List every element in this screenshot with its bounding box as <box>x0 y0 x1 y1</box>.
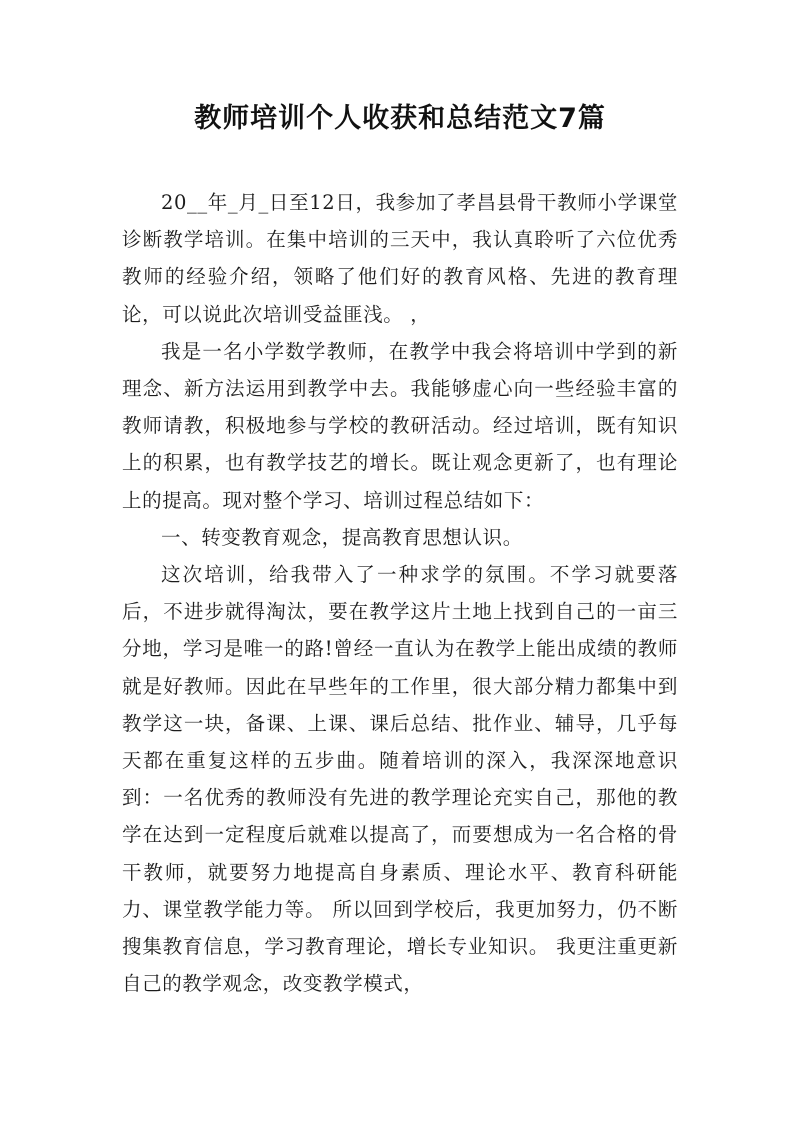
document-body <box>122 184 678 1002</box>
paragraph: 我是一名小学数学教师，在教学中我会将培训中学到的新理念、新方法运用到教学中去。我能够虚心向一些经验丰富的教师请教，积极地参与学校的教研活动。经过培训，既有知识上的积累，也有教学技艺的增长。既让观念更新了，也有理论上的提高。现对整个学习、培训过程总结如下： <box>122 339 678 512</box>
paragraph: 这次培训，给我带入了一种求学的氛围。不学习就要落后，不进步就得淘汰，要在教学这片土地上找到自己的一亩三分地，学习是唯一的路!曾经一直认为在教学上能出成绩的教师就是好教师。因此在早些年的工作里，很大部分精力都集中到教学这一块，备课、上课、课后总结、批作业、辅导，几乎每天都在重复这样的五步曲。随着培训的深入，我深深地意识到：一名优秀的教师没有先进的教学理论充实自己，那他的教学在达到一定程度后就难以提高了，而要想成为一名合格的骨干教师，就要努力地提高自身素质、理论水平、教育科研能力、课堂教学能力等。 所以回到学校后，我更加努力，仍不断搜集教育信息，学习教育理论，增长专业知识。 我更注重更新自己的教学观念，改变教学模式， <box>122 563 678 996</box>
document-title: 教师培训个人收获和总结范文7篇 <box>194 103 606 134</box>
paragraph: 20__年_月_日至12日，我参加了孝昌县骨干教师小学课堂诊断教学培训。在集中培训的三天中，我认真聆听了六位优秀教师的经验介绍，领略了他们好的教育风格、先进的教育理论，可以说此次培训受益匪浅。 ， <box>122 191 678 326</box>
section-heading: 一、转变教育观念，提高教育思想认识。 <box>161 525 523 549</box>
